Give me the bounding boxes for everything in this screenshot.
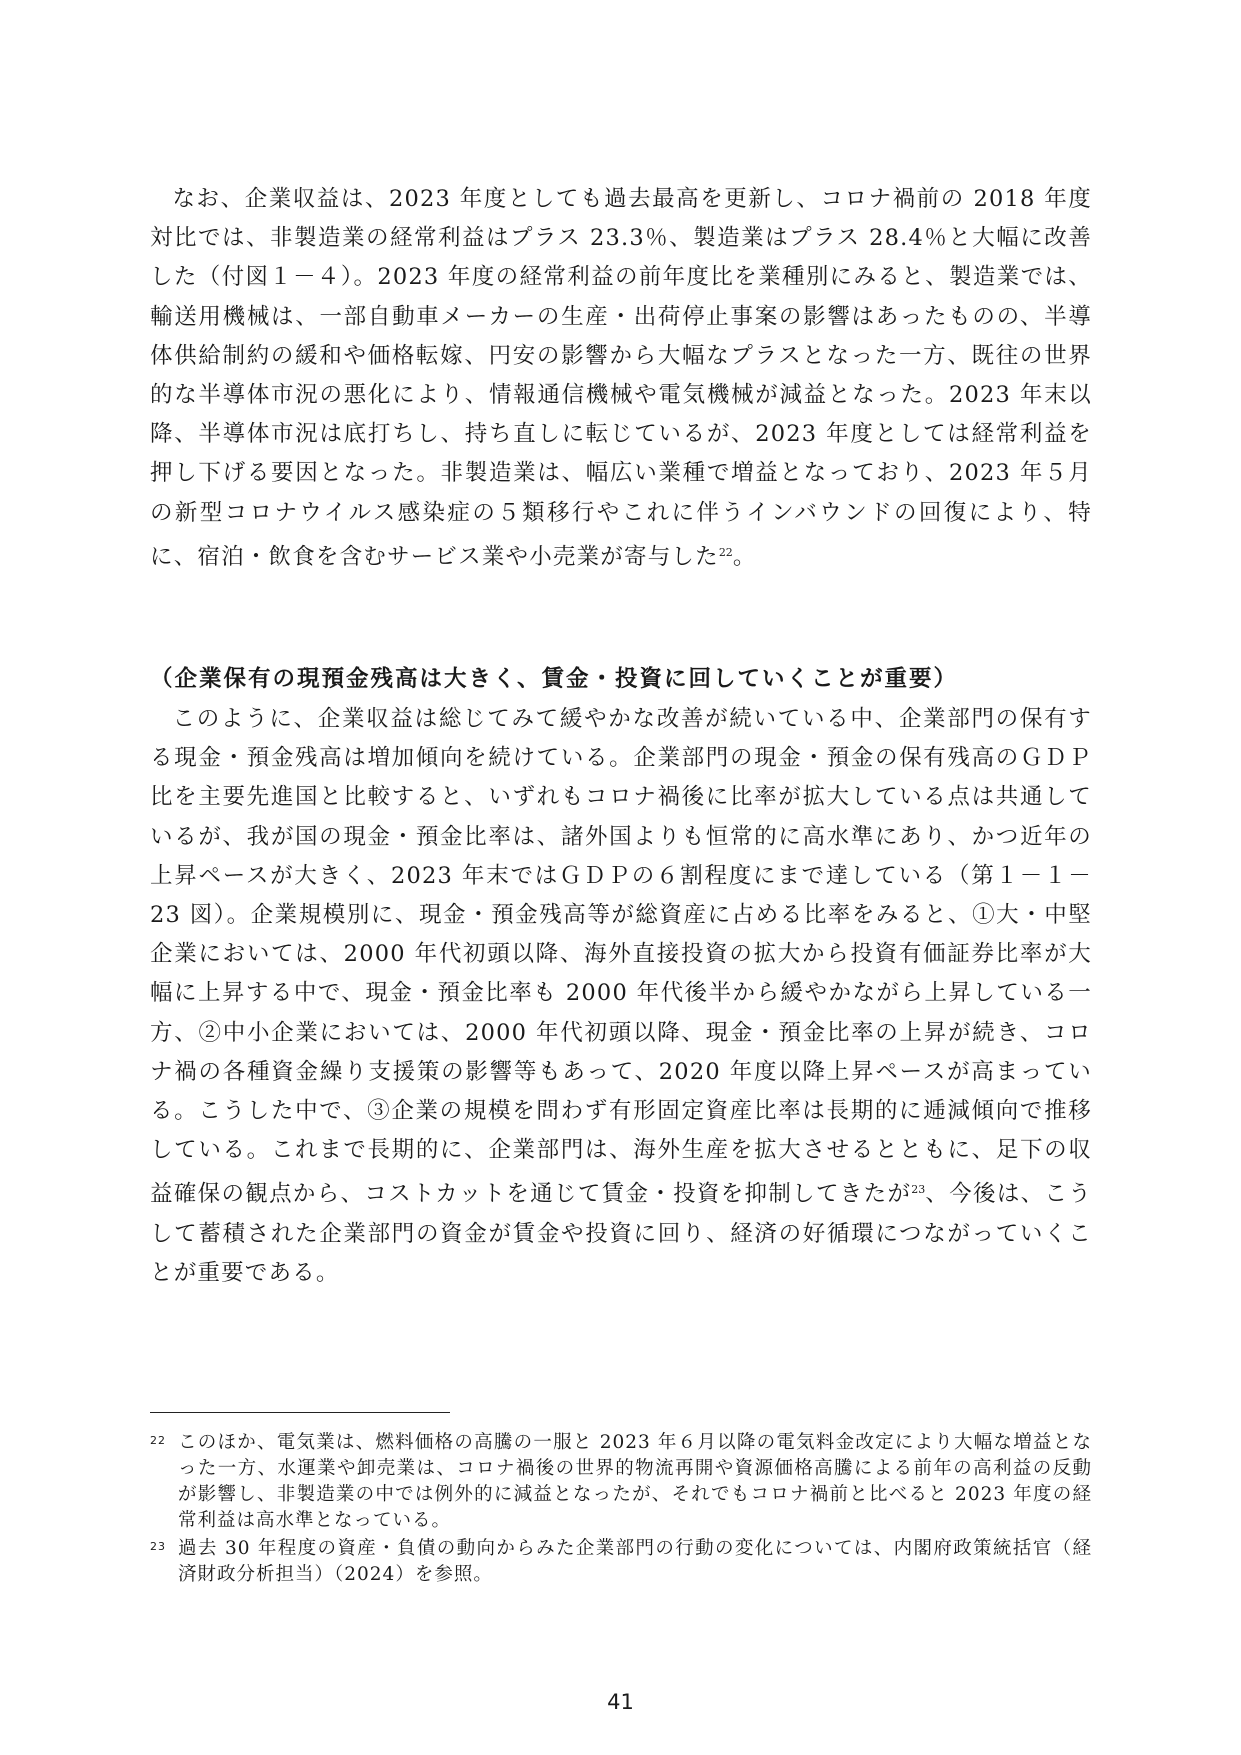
page-number: 41 [607,1690,634,1714]
paragraph-tail: 、今後は、こうして蓄積された企業部門の資金が賃金や投資に回り、経済の好循環につながっていくことが重要である。 [150,1181,1092,1286]
footnote-mark: 23 [150,1540,166,1553]
paragraph-cash-deposits [150,700,1092,1293]
footnote-divider [150,1412,450,1413]
footnote-22 [150,1430,1092,1534]
paragraph-body: なお、企業収益は、2023 年度としても過去最高を更新し、コロナ禍前の 2018 年度対比では、非製造業の経常利益はプラス 23.3％、製造業はプラス 28.4％と大幅に改善した（付図１－４）。2023 年度の経常利益の前年度比を業種別にみると、製造業では、輸送用機械は、一部自動車メーカーの生産・出荷停止事案の影響はあったものの、半導体供給制約の緩和や価格転嫁、円安の影響から大幅なプラスとなった一方、既往の世界的な半導体市況の悪化により、情報通信機械や電気機械が減益となった。2023 年末以降、半導体市況は底打ちし、持ち直しに転じているが、2023 年度としては経常利益を押し下げる要因となった。非製造業は、幅広い業種で増益となっており、2023 年５月の新型コロナウイルス感染症の５類移行やこれに伴うインバウンドの回復により、特に、宿泊・飲食を含むサービス業や小売業が寄与した [150,186,1092,570]
paragraph-text [150,700,1092,1293]
paragraph-text [150,180,1092,577]
footnotes [150,1430,1092,1590]
footnote-text: 過去 30 年程度の資産・負債の動向からみた企業部門の行動の変化については、内閣府政策統括官（経済財政分析担当）（2024）を参照。 [178,1538,1092,1585]
paragraph-body: このように、企業収益は総じてみて緩やかな改善が続いている中、企業部門の保有する現金・預金残高は増加傾向を続けている。企業部門の現金・預金の保有残高のＧＤＰ比を主要先進国と比較すると、いずれもコロナ禍後に比率が拡大している点は共通しているが、我が国の現金・預金比率は、諸外国よりも恒常的に高水準にあり、かつ近年の上昇ペースが大きく、2023 年末ではＧＤＰの６割程度にまで達している（第１－１－23 図）。企業規模別に、現金・預金残高等が総資産に占める比率をみると、①大・中堅企業においては、2000 年代初頭以降、海外直接投資の拡大から投資有価証券比率が大幅に上昇する中で、現金・預金比率も 2000 年代後半から緩やかながら上昇している一方、②中小企業においては、2000 年代初頭以降、現金・預金比率の上昇が続き、コロナ禍の各種資金繰り支援策の影響等もあって、2020 年度以降上昇ペースが高まっている。こうした中で、③企業の規模を問わず有形固定資産比率は長期的に逓減傾向で推移している。これまで長期的に、企業部門は、海外生産を拡大させるとともに、足下の収益確保の観点から、コストカットを通じて賃金・投資を抑制してきたが [150,706,1092,1208]
paragraph-tail: 。 [732,543,757,570]
footnote-ref-22: 22 [718,545,733,559]
footnote-23 [150,1536,1092,1588]
footnote-mark: 22 [150,1434,166,1447]
footnote-text: このほか、電気業は、燃料価格の高騰の一服と 2023 年６月以降の電気料金改定により大幅な増益となった一方、水運業や卸売業は、コロナ禍後の世界的物流再開や資源価格高騰による前年の高利益の反動が影響し、非製造業の中では例外的に減益となったが、それでもコロナ禍前と比べると 2023 年度の経常利益は高水準となっている。 [178,1432,1092,1531]
footnote-ref-23: 23 [911,1183,926,1197]
section-heading: （企業保有の現預金残高は大きく、賃金・投資に回していくことが重要） [150,666,959,692]
paragraph-corporate-profits [150,180,1092,577]
